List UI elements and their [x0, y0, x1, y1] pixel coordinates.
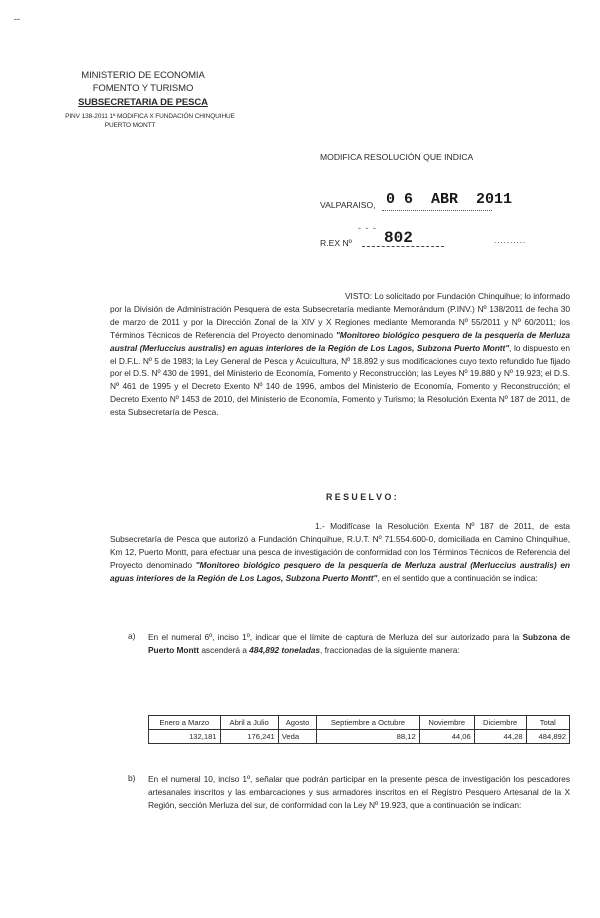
table-header-cell: Agosto [278, 716, 317, 730]
table-header-cell: Enero a Marzo [149, 716, 221, 730]
corner-mark: -- [14, 14, 20, 24]
table-header-cell: Noviembre [419, 716, 474, 730]
item-a-label: a) [128, 631, 136, 641]
resuelvo-heading: R E S U E L V O : [326, 492, 397, 502]
visto-paragraph: VISTO: Lo solicitado por Fundación Chinquihue; lo informado por la División de Administración Pesquera de esta Subsecretaría mediante Memorándum (P.INV.) Nº 138/2011 de fecha 30 de marzo de 2011 y por la Dirección Zonal de la XIV y X Regiones mediante Memoranda Nº 55/2011 y Nº 60/2011; los Términos Técnicos de Referencia del Proyecto denominado "Monitoreo biológico pesquero de la pesquería de Merluza austral (Merluccius australis) en aguas interiores de la Región de Los Lagos, Subzona Puerto Montt", lo dispuesto en el D.F.L. Nº 5 de 1983; la Ley General de Pesca y Acuicultura, Nº 18.892 y sus modificaciones cuyo texto refundido fue fijado por el D.S. Nº 430 de 1991, del Ministerio de Economía, Fomento y Reconstrucción; las Leyes Nº 19.880 y Nº 19.923; el D.S. Nº 461 de 1995 y el Decreto Exento Nº 140 de 1996, ambos del Ministerio de Economía, Fomento y Reconstrucción; el Decreto Exento Nº 1453 de 2010, del Ministerio de Economía, Fomento y Turismo; la Resolución Exenta Nº 187 de 2011, de esta Subsecretaría de Pesca. [110, 291, 570, 418]
table-value-cell: 44,06 [419, 730, 474, 744]
item-b-paragraph: En el numeral 10, inciso 1º, señalar que podrán participar en la presente pesca de investigación los pescadores artesanales inscritos y las embarcaciones y sus armadores inscritos en el Registro Pesquero Artesanal de la X Región, sección Merluza del sur, de conformidad con la Ley Nº 19.923, que a continuación se indican: [148, 774, 570, 810]
table-value-cell: 176,241 [220, 730, 278, 744]
table-value-cell: Veda [278, 730, 317, 744]
capture-limit-table [148, 715, 570, 744]
date-dotted-line [382, 210, 492, 211]
point-1-paragraph: 1.- Modifícase la Resolución Exenta Nº 187 de 2011, de esta Subsecretaría de Pesca que autorizó a Fundación Chinquihue, R.U.T. Nº 71.554.600-0, domiciliada en Camino Chinquihue, Km 12, Puerto Montt, para efectuar una pesca de investigación de conformidad con los Términos Técnicos de Referencia del Proyecto denominado "Monitoreo biológico pesquero de la pesquería de Merluza austral (Merluccius australis) en aguas interiores de la Región de Los Lagos, Subzona Puerto Montt", en el sentido que a continuación se indica: [110, 521, 570, 583]
table-value-cell: 88,12 [317, 730, 419, 744]
resolution-label: R.EX Nº [320, 238, 352, 248]
item-b-label: b) [128, 773, 136, 783]
table-value-row [149, 730, 570, 744]
subsecretaria-name: SUBSECRETARIA DE PESCA [78, 97, 208, 108]
ministry-name: MINISTERIO DE ECONOMIA [81, 70, 205, 81]
table-value-cell: 44,28 [474, 730, 526, 744]
resolution-number: 802 [384, 229, 413, 247]
place-label: VALPARAISO, [320, 200, 376, 210]
file-reference: PINV 138-2011 1ª MODIFICA X FUNDACIÓN CHINQUIHUE [65, 113, 235, 120]
subject-line: MODIFICA RESOLUCIÓN QUE INDICA [320, 152, 474, 162]
table-header-cell: Total [526, 716, 569, 730]
table-header-cell: Abril a Julio [220, 716, 278, 730]
file-reference-city: PUERTO MONTT [104, 122, 156, 129]
table-value-cell: 484,892 [526, 730, 569, 744]
table-header-cell: Diciembre [474, 716, 526, 730]
table-header-cell: Septiembre a Octubre [317, 716, 419, 730]
table-header-row [149, 716, 570, 730]
ministry-subtitle: FOMENTO Y TURISMO [92, 83, 194, 94]
table-value-cell: 132,181 [149, 730, 221, 744]
resolution-stamp-mark: - - - [358, 223, 377, 233]
resolution-underline [362, 246, 444, 247]
date-stamp: 0 6 ABR 2011 [386, 191, 513, 208]
item-a-paragraph: En el numeral 6º, inciso 1º, indicar que el límite de captura de Merluza del sur autorizado para la Subzona de Puerto Montt ascenderá a 484,892 toneladas, fraccionadas de la siguiente manera: [148, 632, 570, 655]
resolution-trailing-dots: .......... [494, 236, 527, 245]
